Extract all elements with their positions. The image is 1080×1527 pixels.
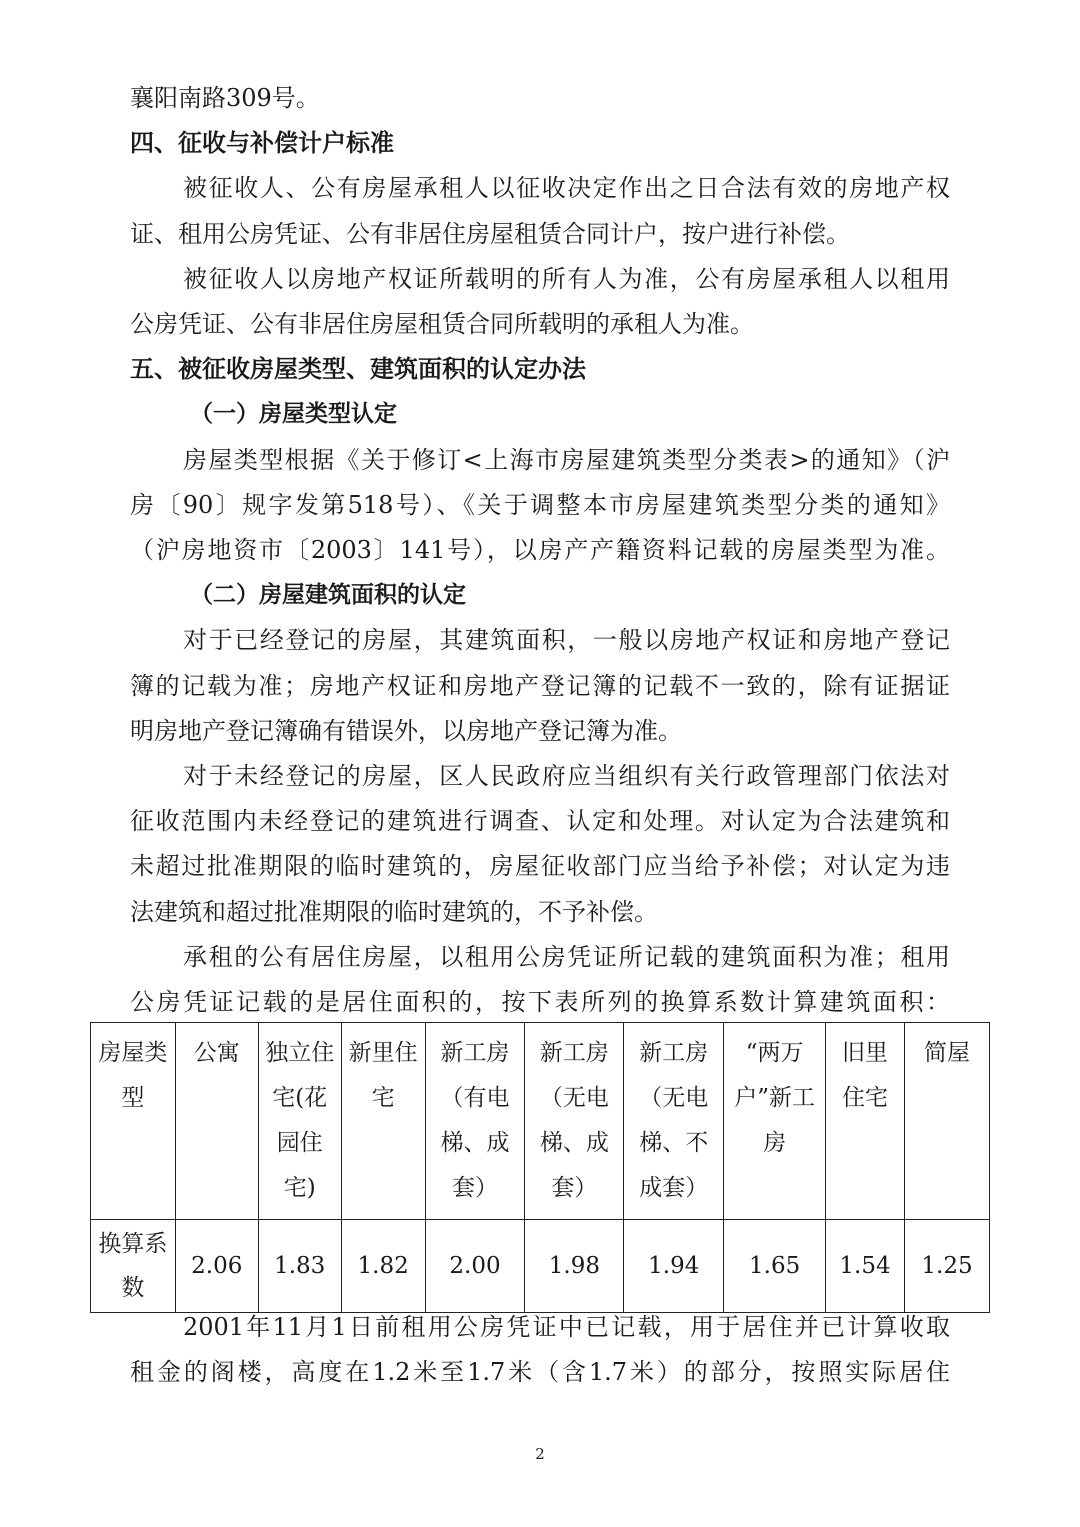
text-line: 证、租用公房凭证、公有非居住房屋租赁合同计户，按户进行补偿。: [130, 219, 850, 248]
factor-cell: 1.82: [341, 1220, 425, 1313]
text-line: 对于已经登记的房屋，其建筑面积，一般以房地产权证和房地产登记: [183, 626, 950, 655]
house-type-cell: 旧里住宅: [826, 1023, 905, 1220]
text-line: 簿的记载为准；房地产权证和房地产登记簿的记载不一致的，除有证据证: [130, 671, 950, 700]
text-line: 2001年11月1日前租用公房凭证中已记载，用于居住并已计算收取: [183, 1313, 950, 1341]
page-number: 2: [535, 1445, 545, 1463]
section-heading: 五、被征收房屋类型、建筑面积的认定办法: [130, 354, 586, 384]
table-header-row: [91, 1023, 990, 1220]
text-line: 租金的阁楼，高度在1.2米至1.7米（含1.7米）的部分，按照实际居住: [130, 1358, 950, 1387]
house-type-cell: 公寓: [175, 1023, 258, 1220]
house-type-cell: 简屋: [904, 1023, 989, 1220]
factor-cell: 1.54: [826, 1220, 905, 1313]
text-line: 被征收人、公有房屋承租人以征收决定作出之日合法有效的房地产权: [183, 174, 950, 203]
text-line: 被征收人以房地产权证所载明的所有人为准，公有房屋承租人以租用: [183, 264, 950, 293]
house-type-cell: 新工房（无电梯、成套）: [525, 1023, 624, 1220]
factor-cell: 1.25: [904, 1220, 989, 1313]
row-label-type: 房屋类型: [91, 1023, 176, 1220]
text-line: 公房凭证记载的是居住面积的，按下表所列的换算系数计算建筑面积：: [130, 988, 950, 1016]
text-line: （沪房地资市〔2003〕141号），以房产产籍资料记载的房屋类型为准。: [130, 536, 950, 564]
text-line: 公房凭证、公有非居住房屋租赁合同所载明的承租人为准。: [130, 310, 754, 338]
house-type-cell: 新工房（无电梯、不成套）: [624, 1023, 724, 1220]
factor-cell: 2.00: [425, 1220, 525, 1313]
table-value-row: [91, 1220, 990, 1313]
text-line: 房屋类型根据《关于修订<上海市房屋建筑类型分类表>的通知》（沪: [183, 445, 950, 474]
factor-cell: 1.65: [724, 1220, 826, 1313]
house-type-cell: 独立住宅(花园住宅): [258, 1023, 341, 1220]
factor-cell: 1.83: [258, 1220, 341, 1313]
text-line: 房〔90〕规字发第518号）、《关于调整本市房屋建筑类型分类的通知》: [130, 490, 950, 519]
text-line: 法建筑和超过批准期限的临时建筑的，不予补偿。: [130, 897, 658, 926]
conversion-factor-table: [90, 1022, 990, 1313]
section-heading: （二）房屋建筑面积的认定: [190, 581, 466, 609]
text-line: 襄阳南路309号。: [130, 84, 320, 112]
factor-cell: 2.06: [175, 1220, 258, 1313]
house-type-cell: 新工房（有电梯、成套）: [425, 1023, 525, 1220]
text-line: 对于未经登记的房屋，区人民政府应当组织有关行政管理部门依法对: [183, 762, 950, 790]
section-heading: （一）房屋类型认定: [190, 400, 397, 428]
text-line: 征收范围内未经登记的建筑进行调查、认定和处理。对认定为合法建筑和: [130, 807, 950, 836]
text-line: 明房地产登记簿确有错误外，以房地产登记簿为准。: [130, 716, 682, 745]
house-type-cell: “两万户”新工房: [724, 1023, 826, 1220]
house-type-cell: 新里住宅: [341, 1023, 425, 1220]
row-label-factor: 换算系数: [91, 1220, 176, 1313]
text-line: 未超过批准期限的临时建筑的，房屋征收部门应当给予补偿；对认定为违: [130, 852, 950, 881]
factor-cell: 1.94: [624, 1220, 724, 1313]
text-line: 承租的公有居住房屋，以租用公房凭证所记载的建筑面积为准；租用: [183, 942, 950, 971]
factor-cell: 1.98: [525, 1220, 624, 1313]
section-heading: 四、征收与补偿计户标准: [130, 128, 394, 158]
